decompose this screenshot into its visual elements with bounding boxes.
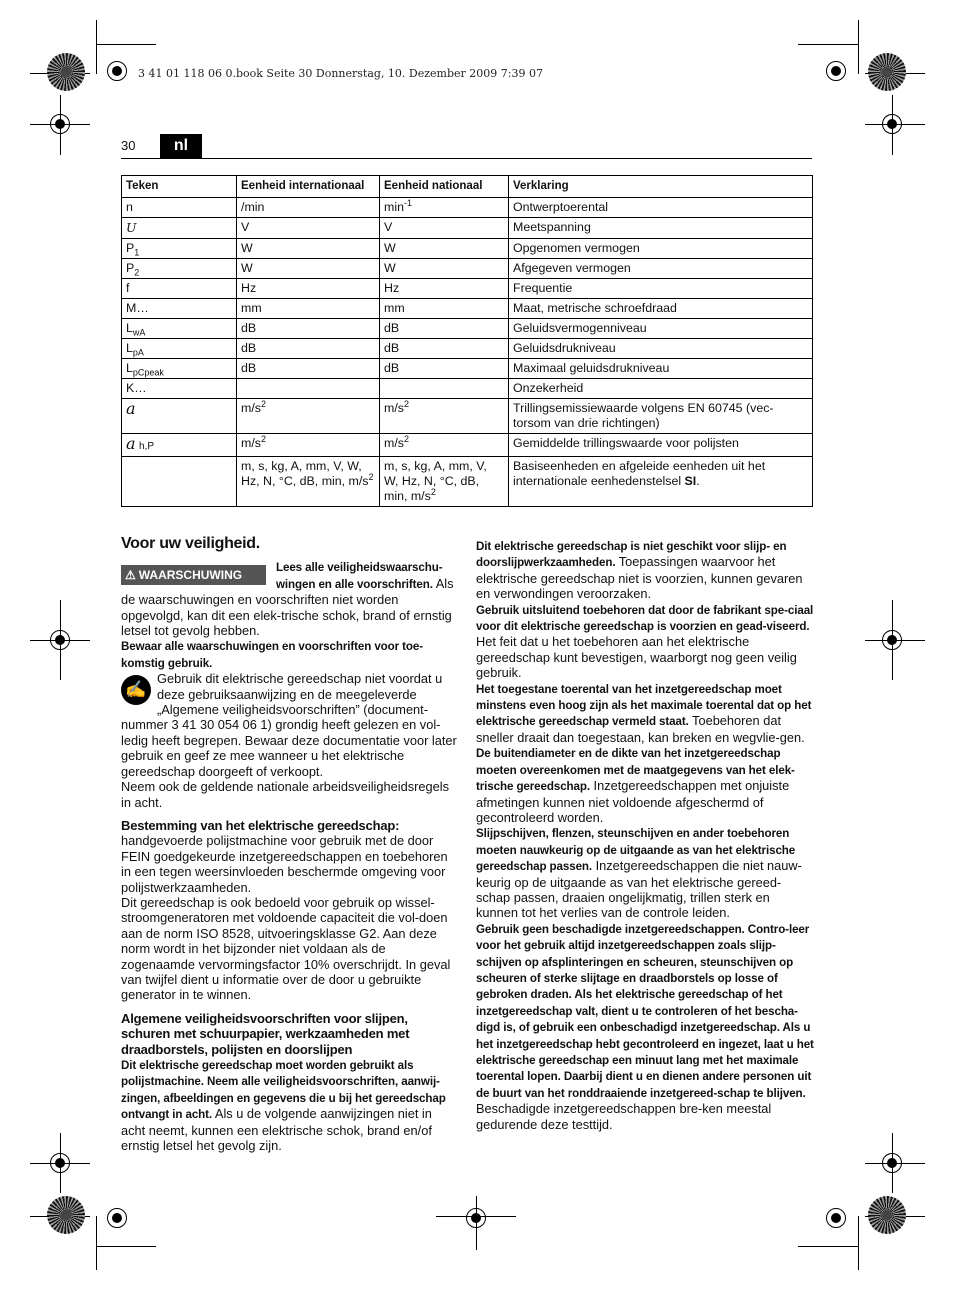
table-row — [122, 339, 813, 359]
table-row — [122, 399, 813, 434]
description-cell: Maximaal geluidsdrukniveau — [509, 359, 813, 379]
registration-mark — [882, 114, 902, 134]
description-cell: Trillingsemissiewaarde volgens EN 60745 (vec-torsom van drie richtingen) — [509, 399, 813, 434]
national-unit-cell: W — [380, 259, 509, 279]
symbol-cell: $P_2$ — [122, 259, 237, 279]
crop-mark — [96, 1246, 156, 1247]
registration-mark — [882, 630, 902, 650]
intl-unit-cell — [237, 379, 380, 399]
warning-triangle-icon: ⚠ — [125, 568, 136, 583]
description-cell: Onzekerheid — [509, 379, 813, 399]
paragraph: Dit elektrische gereedschap is niet geschikt voor slijp- en doorslijpwerkzaamheden. Toepassingen waarvoor het elektrische gereedschap niet is voorzien, kunnen gevaren en verwondingen veroorzaken. — [476, 540, 803, 602]
column-header: Eenheid nationaal — [380, 176, 509, 198]
description-cell: Frequentie — [509, 279, 813, 299]
national-unit-cell: V — [380, 218, 509, 239]
national-unit-cell — [380, 379, 509, 399]
symbol-cell: K… — [122, 379, 237, 399]
table-row — [122, 319, 813, 339]
table-row — [122, 218, 813, 239]
paragraph: Neem ook de geldende nationale arbeidsveiligheidsregels in acht. — [121, 779, 449, 810]
symbol-cell: a — [122, 399, 237, 434]
symbol-cell: $L_{pCpeak}$ — [122, 359, 237, 379]
description-cell: Geluidsvermogenniveau — [509, 319, 813, 339]
description-cell: Geluidsdrukniveau — [509, 339, 813, 359]
header-rule — [121, 158, 812, 159]
national-unit-cell: W — [380, 239, 509, 259]
crop-mark — [96, 1216, 97, 1270]
registration-mark — [50, 114, 70, 134]
language-tab: nl — [160, 134, 202, 158]
crop-mark — [858, 1216, 859, 1270]
national-unit-cell: $\min^{-1}$ — [380, 198, 509, 218]
intl-unit-cell: /min — [237, 198, 380, 218]
paragraph: Bewaar alle waarschuwingen en voorschriften voor toe-komstig gebruik. — [121, 640, 424, 670]
section-heading: Voor uw veiligheid. — [121, 535, 260, 552]
table-row — [122, 434, 813, 457]
symbol-cell: U — [122, 218, 237, 239]
symbol-cell: $L_{pA}$ — [122, 339, 237, 359]
crop-mark — [798, 1246, 858, 1247]
intl-unit-cell: mm — [237, 299, 380, 319]
warning-paragraph: ⚠ WAARSCHUWING Lees alle veiligheidswaarschu-wingen en alle voorschriften. Als de waarschuwingen en voorschriften niet worden opgevolgd, kan dit een elek-trische schok, brand of ernstig letsel tot gevolg hebben. — [121, 561, 454, 639]
intl-unit-cell: m, s, kg, A, mm, V, W, Hz, N, °C, dB, min, $m/s^2$ — [237, 457, 380, 507]
subheading: Bestemming van het elektrische gereedschap: — [121, 817, 400, 833]
national-unit-cell: dB — [380, 339, 509, 359]
national-unit-cell: m, s, kg, A, mm, V, W, Hz, N, °C, dB, min, $m/s^2$ — [380, 457, 509, 507]
table-row — [122, 379, 813, 399]
page-number: 30 — [121, 138, 136, 153]
paragraph: Slijpschijven, flenzen, steunschijven en ander toebehoren moeten nauwkeurig op de uitgaande as van het elektrische gereedschap passen. Inzetgereedschappen die niet nauw-keurig op de uitgaande as van het elektrische gereed-schap passen, draaien ongelijkmatig, trillen sterk en kunnen tot het verlies van de controle leiden. — [476, 827, 802, 921]
paragraph: De buitendiameter en de dikte van het inzetgereedschap moeten overeenkomen met de maatgegevens van het elek-trische gereedschap. Inzetgereedschappen met onjuiste afmetingen kunnen niet voldoende afgeschermd of gecontroleerd worden. — [476, 747, 795, 825]
symbol-cell — [122, 457, 237, 507]
registration-mark — [882, 1153, 902, 1173]
column-header: Eenheid internationaal — [237, 176, 380, 198]
crop-mark — [96, 20, 97, 74]
symbol-cell: n — [122, 198, 237, 218]
registration-mark — [50, 1153, 70, 1173]
crop-mark — [858, 20, 859, 74]
registration-mark — [466, 1208, 486, 1228]
national-unit-cell: $m/s^2$ — [380, 434, 509, 457]
crop-mark — [798, 44, 858, 45]
intl-unit-cell: dB — [237, 359, 380, 379]
warning-label: ⚠ WAARSCHUWING — [121, 565, 266, 585]
registration-mark — [50, 630, 70, 650]
description-cell: Opgenomen vermogen — [509, 239, 813, 259]
national-unit-cell: Hz — [380, 279, 509, 299]
description-cell: Gemiddelde trillingswaarde voor polijsten — [509, 434, 813, 457]
table-row — [122, 259, 813, 279]
paragraph: Het toegestane toerental van het inzetgereedschap moet minstens even hoog zijn als het maximale toerental dat op het elektrische gereedschap vermeld staat. Toebehoren dat sneller draait dan toegestaan, kan breken en wegvlie-gen. — [476, 682, 812, 745]
registration-mark — [826, 1208, 846, 1228]
paragraph: Gebruik uitsluitend toebehoren dat door de fabrikant spe-ciaal voor dit elektrische gereedschap is voorzien en gead-viseerd. Het feit dat u het toebehoren aan het elektrische gereedschap kunt bevestigen, waarborgt nog geen veilig gebruik. — [476, 603, 814, 681]
table-row — [122, 359, 813, 379]
table-header-row — [122, 176, 813, 198]
table-row — [122, 279, 813, 299]
left-column — [121, 536, 457, 1153]
national-unit-cell: mm — [380, 299, 509, 319]
registration-mark — [107, 1208, 127, 1228]
intl-unit-cell: $m/s^2$ — [237, 434, 380, 457]
column-header: Verklaring — [509, 176, 813, 198]
intl-unit-cell: Hz — [237, 279, 380, 299]
read-manual-icon: ✍ — [121, 675, 151, 705]
national-unit-cell: dB — [380, 319, 509, 339]
national-unit-cell: $m/s^2$ — [380, 399, 509, 434]
intl-unit-cell: W — [237, 259, 380, 279]
description-cell: Maat, metrische schroefdraad — [509, 299, 813, 319]
units-table — [121, 175, 813, 507]
color-rosette — [868, 53, 906, 91]
national-unit-cell: dB — [380, 359, 509, 379]
symbol-cell: f — [122, 279, 237, 299]
intl-unit-cell: W — [237, 239, 380, 259]
table-row — [122, 457, 813, 507]
registration-mark — [107, 61, 127, 81]
column-header: Teken — [122, 176, 237, 198]
description-cell: Basiseenheden en afgeleide eenheden uit het internationale eenhedenstelsel SI. — [509, 457, 813, 507]
color-rosette — [868, 1196, 906, 1234]
paragraph: handgevoerde polijstmachine voor gebruik met de door FEIN goedgekeurde inzetgereedschappen en toebehoren in een tegen weersinvloeden beschermde omgeving voor polijstwerkzaamheden. — [121, 833, 448, 895]
crop-mark — [96, 44, 156, 45]
paragraph: Dit elektrische gereedschap moet worden gebruikt als polijstmachine. Neem alle veiligheidsvoorschriften, aanwij-zingen, afbeeldingen en gegevens die u bij het gereedschap ontvangt in acht. Als u de volgende aanwijzingen niet in acht neemt, kunnen een elektrische schok, brand en/of ernstig letsel het gevolg zijn. — [121, 1059, 446, 1154]
description-cell: Meetspanning — [509, 218, 813, 239]
symbol-cell: $P_1$ — [122, 239, 237, 259]
right-column — [476, 538, 814, 1132]
subheading: Algemene veiligheidsvoorschriften voor slijpen, schuren met schuurpapier, werkzaamheden met draadborstels, polijsten en doorslijpen — [121, 1010, 410, 1057]
paragraph: Gebruik geen beschadigde inzetgereedschappen. Contro-leer voor het gebruik altijd inzetgereedschappen zoals slijp-schijven op afsplinteringen en scheuren, steunschijven op scheuren of sterke slijtage en draadborstels op losse of gebroken draden. Als het elektrische gereedschap of het inzetgereedschap valt, dient u te controleren of het bescha-digd is, of gebruik een onbeschadigd inzetgereedschap. Als u het inzetgereedschap hebt gecontroleerd en ingezet, laat u het elektrische gereedschap een minuut lang met het maximale toerental lopen. Daarbij dient u en dienen andere personen uit de buurt van het ronddraaiende inzetgereed-schap te blijven. Beschadigde inzetgereedschappen bre-ken meestal gedurende deze testtijd. — [476, 922, 814, 1132]
color-rosette — [47, 1196, 85, 1234]
table-row — [122, 299, 813, 319]
symbol-cell: $L_{wA}$ — [122, 319, 237, 339]
intl-unit-cell: dB — [237, 339, 380, 359]
paragraph: Dit gereedschap is ook bedoeld voor gebruik op wissel-stroomgeneratoren met voldoende capaciteit die vol-doen aan de norm ISO 8528, uitvoeringsklasse G2. Aan deze norm wordt in het bijzonder niet voldaan als de zogenaamde vervormingsfactor 10% overschrijdt. In geval van twijfel dient u informatie over de door u gebruikte generator in te winnen. — [121, 894, 451, 1003]
print-slug: 3 41 01 118 06 0.book Seite 30 Donnerstag, 10. Dezember 2009 7:39 07 — [138, 67, 543, 80]
paragraph: ✍ Gebruik dit elektrische gereedschap niet voordat u deze gebruiksaanwijzing en de meegeleverde „Algemene veiligheidsvoorschriften” (document-nummer 3 41 30 054 06 1) grondig heeft gelezen en vol-ledig heeft begrepen. Bewaar deze documentatie voor later gebruik en geef ze mee wanneer u het elektrische gereedschap doorgeeft of verkoopt. — [121, 671, 457, 779]
intl-unit-cell: dB — [237, 319, 380, 339]
intl-unit-cell: $m/s^2$ — [237, 399, 380, 434]
description-cell: Ontwerptoerental — [509, 198, 813, 218]
table-row — [122, 239, 813, 259]
color-rosette — [47, 53, 85, 91]
table-row — [122, 198, 813, 218]
symbol-cell: M… — [122, 299, 237, 319]
description-cell: Afgegeven vermogen — [509, 259, 813, 279]
registration-mark — [826, 61, 846, 81]
symbol-cell: a h,P — [122, 434, 237, 457]
intl-unit-cell: V — [237, 218, 380, 239]
